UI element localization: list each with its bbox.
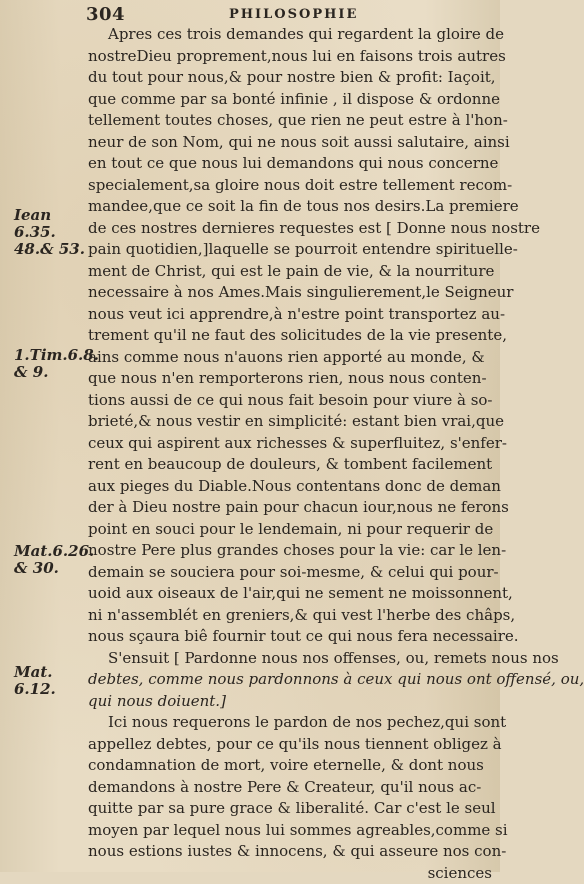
margin-note-jean: Iean 6.35. 48.& 53. (14, 207, 94, 258)
text-line: nostreDieu proprement,nous lui en faisons trois autres (88, 46, 492, 68)
text-line: necessaire à nos Ames.Mais singulierement,le Seigneur (88, 282, 492, 304)
text-line: moyen par lequel nous lui sommes agreables,comme si (88, 820, 492, 842)
text-line: trement qu'il ne faut des solicitudes de la vie presente, (88, 325, 492, 347)
text-line: demain se souciera pour soi-mesme, & celui qui pour- (88, 562, 492, 584)
text-line: appellez debtes, pour ce qu'ils nous tiennent obligez à (88, 734, 492, 756)
text-line: Ici nous requerons le pardon de nos pechez,qui sont (88, 712, 492, 734)
text-line: nous sçaura biê fournir tout ce qui nous fera necessaire. (88, 626, 492, 648)
text-line: brieté,& nous vestir en simplicité: estant bien vrai,que (88, 411, 492, 433)
text-line: tellement toutes choses, que rien ne peut estre à l'hon- (88, 110, 492, 132)
text-line: quitte par sa pure grace & liberalité. Car c'est le seul (88, 798, 492, 820)
margin-note-timothy: 1.Tim.6.8. & 9. (14, 347, 94, 381)
text-line: aux pieges du Diable.Nous contentans donc de deman (88, 476, 492, 498)
text-line: specialement,sa gloire nous doit estre tellement recom- (88, 175, 492, 197)
text-line: ment de Christ, qui est le pain de vie, & la nourriture (88, 261, 492, 283)
margin-notes (0, 0, 90, 872)
text-line: nous estions iustes & innocens, & qui asseure nos con- (88, 841, 492, 863)
text-line: condamnation de mort, voire eternelle, & dont nous (88, 755, 492, 777)
text-line: ni n'assemblét en greniers,& qui vest l'herbe des châps, (88, 605, 492, 627)
text-line: S'ensuit [ Pardonne nous nos offenses, ou, remets nous nos (88, 648, 492, 670)
text-line: ceux qui aspirent aux richesses & superfluitez, s'enfer- (88, 433, 492, 455)
page-number: 304 (86, 4, 125, 25)
running-head: PHILOSOPHIE (229, 7, 358, 22)
body-text (88, 24, 492, 884)
text-line: ains comme nous n'auons rien apporté au monde, & (88, 347, 492, 369)
margin-note-matthew-6-26: Mat.6.26. & 30. (14, 543, 94, 577)
text-line: der à Dieu nostre pain pour chacun iour,nous ne ferons (88, 497, 492, 519)
text-line: uoid aux oiseaux de l'air,qui ne sement ne moissonnent, (88, 583, 492, 605)
text-line: que comme par sa bonté infinie , il dispose & ordonne (88, 89, 492, 111)
text-line: tions aussi de ce qui nous fait besoin pour viure à so- (88, 390, 492, 412)
text-line: en tout ce que nous lui demandons qui nous concerne (88, 153, 492, 175)
text-line: que nous n'en remporterons rien, nous nous conten- (88, 368, 492, 390)
text-line: Apres ces trois demandes qui regardent la gloire de (88, 24, 492, 46)
text-line: qui nous doiuent.] (88, 691, 492, 713)
text-line: pain quotidien,]laquelle se pourroit entendre spirituelle- (88, 239, 492, 261)
text-line: neur de son Nom, qui ne nous soit aussi salutaire, ainsi (88, 132, 492, 154)
text-line: nostre Pere plus grandes choses pour la vie: car le len- (88, 540, 492, 562)
text-line: debtes, comme nous pardonnons à ceux qui nous ont offensé, ou, (88, 669, 492, 691)
text-line: demandons à nostre Pere & Createur, qu'il nous ac- (88, 777, 492, 799)
text-line: point en souci pour le lendemain, ni pour requerir de (88, 519, 492, 541)
text-line: rent en beaucoup de douleurs, & tombent facilement (88, 454, 492, 476)
text-line: nous veut ici apprendre,à n'estre point transportez au- (88, 304, 492, 326)
text-line: mandee,que ce soit la fin de tous nos desirs.La premiere (88, 196, 492, 218)
text-line: du tout pour nous,& pour nostre bien & profit: Iaçoit, (88, 67, 492, 89)
margin-note-matthew-6-12: Mat. 6.12. (14, 664, 94, 698)
text-line: sciences (88, 863, 492, 884)
text-line: de ces nostres dernieres requestes est [ Donne nous nostre (88, 218, 492, 240)
